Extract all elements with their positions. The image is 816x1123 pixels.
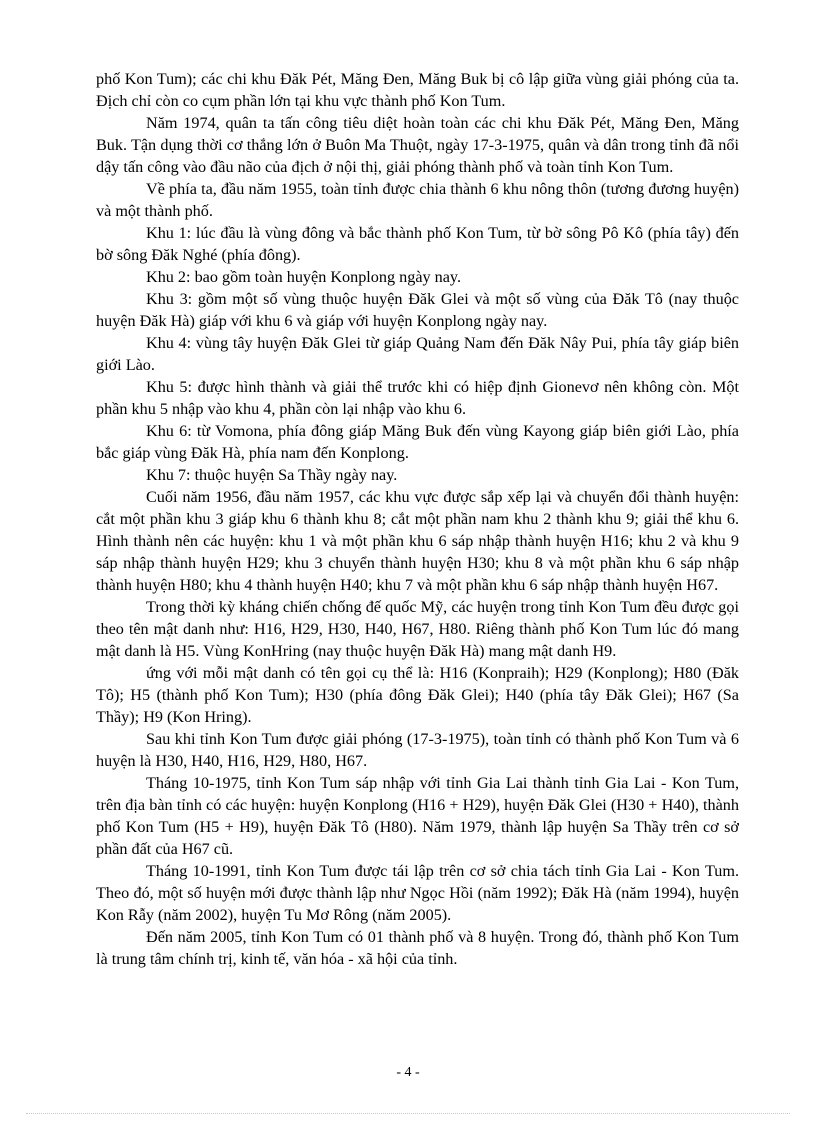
paragraph-1991-reestablish: Tháng 10-1991, tỉnh Kon Tum được tái lập trên cơ sở chia tách tỉnh Gia Lai - Kon Tum. Theo đó, một số huyện mới được thành lập như Ngọc Hồi (năm 1992); Đăk Hà (năm 1994), huyện Kon Rẫy (năm 2002), huyện Tu Mơ Rông (năm 2005). — [96, 862, 739, 924]
page-number: - 4 - — [396, 1065, 420, 1080]
paragraph-khu-1: Khu 1: lúc đầu là vùng đông và bắc thành phố Kon Tum, từ bờ sông Pô Kô (phía tây) đến bờ sông Đăk Nghé (phía đông). — [96, 224, 739, 264]
paragraph-2005: Đến năm 2005, tỉnh Kon Tum có 01 thành phố và 8 huyện. Trong đó, thành phố Kon Tum là trung tâm chính trị, kinh tế, văn hóa - xã hội của tỉnh. — [96, 928, 739, 968]
paragraph-1975-merger: Tháng 10-1975, tỉnh Kon Tum sáp nhập với tỉnh Gia Lai thành tỉnh Gia Lai - Kon Tum, trên địa bàn tỉnh có các huyện: huyện Konplong (H16 + H29), huyện Đăk Glei (H30 + H40), thành phố Kon Tum (H5 + H9), huyện Đăk Tô (H80). Năm 1979, thành lập huyện Sa Thầy trên cơ sở phần đất của H67 cũ. — [96, 774, 739, 858]
paragraph-1974: Năm 1974, quân ta tấn công tiêu diệt hoàn toàn các chi khu Đăk Pét, Măng Đen, Măng Buk. Tận dụng thời cơ thắng lớn ở Buôn Ma Thuột, ngày 17-3-1975, quân và dân trong tỉnh đã nổi dậy tấn công vào đầu não của địch ở nội thị, giải phóng thành phố và toàn tỉnh Kon Tum. — [96, 114, 739, 176]
paragraph-khu-7: Khu 7: thuộc huyện Sa Thầy ngày nay. — [146, 466, 398, 484]
paragraph-khu-4: Khu 4: vùng tây huyện Đăk Glei từ giáp Quảng Nam đến Đăk Nây Pui, phía tây giáp biên giới Lào. — [96, 334, 739, 374]
paragraph-khu-2: Khu 2: bao gồm toàn huyện Konplong ngày nay. — [146, 268, 462, 286]
paragraph-1956-1957: Cuối năm 1956, đầu năm 1957, các khu vực được sắp xếp lại và chuyển đổi thành huyện: cắt một phần khu 3 giáp khu 6 thành khu 8; cắt một phần nam khu 2 thành khu 9; giải thể khu 6. Hình thành nên các huyện: khu 1 và một phần khu 6 sáp nhập thành huyện H16; khu 2 và khu 9 sáp nhập thành huyện H29; khu 3 chuyển thành huyện H30; khu 8 và một phần khu 6 sáp nhập thành huyện H80; khu 4 thành huyện H40; khu 7 và một phần khu 6 sáp nhập thành huyện H67. — [96, 488, 739, 594]
paragraph-khu-3: Khu 3: gồm một số vùng thuộc huyện Đăk Glei và một số vùng của Đăk Tô (nay thuộc huyện Đăk Hà) giáp với khu 6 và giáp với huyện Konplong ngày nay. — [96, 290, 739, 330]
paragraph-code-names: Trong thời kỳ kháng chiến chống đế quốc Mỹ, các huyện trong tỉnh Kon Tum đều được gọi theo tên mật danh như: H16, H29, H30, H40, H67, H80. Riêng thành phố Kon Tum lúc đó mang mật danh là H5. Vùng KonHring (nay thuộc huyện Đăk Hà) mang mật danh H9. — [96, 598, 739, 660]
paragraph-1955: Về phía ta, đầu năm 1955, toàn tỉnh được chia thành 6 khu nông thôn (tương đương huyện) và một thành phố. — [96, 180, 739, 220]
page-bottom-divider — [26, 1113, 790, 1114]
paragraph-code-name-mapping: ứng với mỗi mật danh có tên gọi cụ thể là: H16 (Konpraih); H29 (Konplong); H80 (Đăk Tô); H5 (thành phố Kon Tum); H30 (phía đông Đăk Glei); H40 (phía tây Đăk Glei); H67 (Sa Thầy); H9 (Kon Hring). — [96, 664, 739, 726]
paragraph-khu-6: Khu 6: từ Vomona, phía đông giáp Măng Buk đến vùng Kayong giáp biên giới Lào, phía bắc giáp vùng Đăk Hà, phía nam đến Konplong. — [96, 422, 739, 462]
paragraph-liberation: Sau khi tỉnh Kon Tum được giải phóng (17-3-1975), toàn tỉnh có thành phố Kon Tum và 6 huyện là H30, H40, H16, H29, H80, H67. — [96, 730, 739, 770]
paragraph-continuation: phố Kon Tum); các chi khu Đăk Pét, Măng Đen, Măng Buk bị cô lập giữa vùng giải phóng của ta. Địch chỉ còn co cụm phần lớn tại khu vực thành phố Kon Tum. — [96, 70, 739, 110]
document-page — [96, 68, 739, 970]
paragraph-khu-5: Khu 5: được hình thành và giải thể trước khi có hiệp định Gionevơ nên không còn. Một phần khu 5 nhập vào khu 4, phần còn lại nhập vào khu 6. — [96, 378, 739, 418]
